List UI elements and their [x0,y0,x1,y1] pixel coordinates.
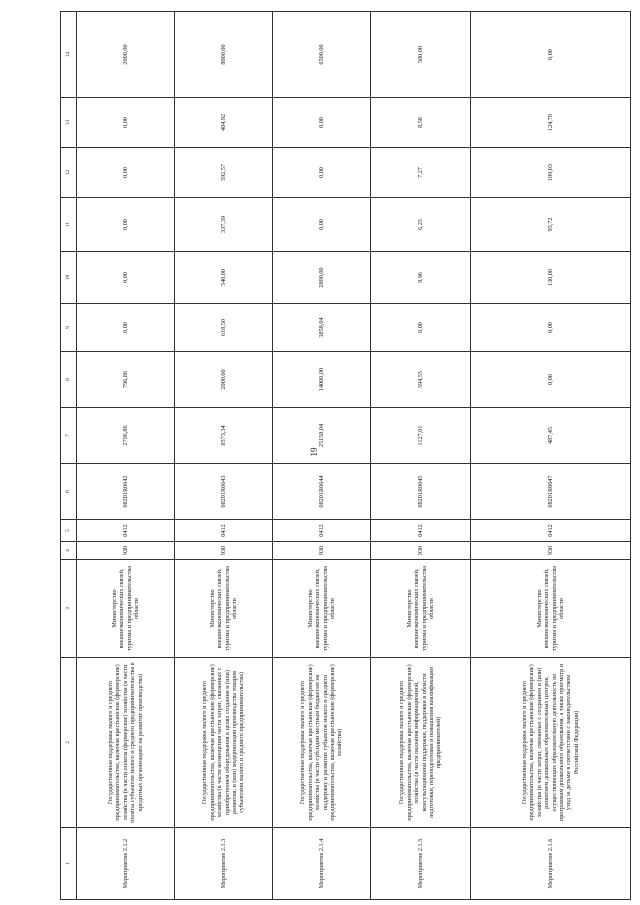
table-row [273,12,371,900]
cell: 1127,01 [371,408,471,464]
cell: 08201R0644 [273,464,371,520]
cell: 540,00 [175,252,273,304]
cell: 337,39 [175,198,273,252]
event-description: Государственная поддержка малого и среднего предпринимательства, включая крестьянские (фермерские) хозяйства (в части субсидии местным бюджетам на поддержку и развитие субъектов малого и среднего предпринимательства, включая крестьянские (фермерские) хозяйства) [273,658,371,828]
event-name: Мероприятие 2.1.5 [371,828,471,900]
col-header: 13 [61,98,77,148]
cell: 8573,34 [175,408,273,464]
cell: 2000,00 [77,12,175,98]
budget-table [60,11,631,900]
cell: 592,57 [175,148,273,198]
event-description: Государственная поддержка малого и среднего предпринимательства, включая крестьянские (фермерские) хозяйства (в части оплаты (фермерские) хозяйства (в части оплаты субъектам малого и среднего предпринимательства в кредитных организациях на развитие производства) [77,658,175,828]
col-header: 12 [61,148,77,198]
cell: 7,27 [371,148,471,198]
cell: 0412 [371,520,471,542]
cell: 2800,00 [273,252,371,304]
cell: 796,86 [77,352,175,408]
executor: Министерство внешнеэкономических связей, туризма и предпринимательства области [371,560,471,658]
cell: 0,00 [471,304,631,352]
event-description: Государственная поддержка малого и среднего предпринимательства, включая крестьянские (фермерские) хозяйства (в части оказания информационной, консультационной поддержки, поддержки в области подготовки, переподготовки и повышения квалификации предпринимателей) [371,658,471,828]
cell: 9,96 [371,252,471,304]
col-header: 5 [61,520,77,542]
cell: 0412 [273,520,371,542]
table-row [371,12,471,900]
col-header: 11 [61,198,77,252]
table-row [77,12,175,900]
table-row [471,12,631,900]
event-description: Государственная поддержка малого и среднего предпринимательства, включая крестьянские (фермерские) хозяйства (в части возмещения части затрат, связанных с приобретением оборудования в целях создания и (или) развития, и (или) модернизации производства товаров субъектами малого и среднего предпринимательства) [175,658,273,828]
cell: 109,03 [471,148,631,198]
cell: 124,70 [471,98,631,148]
col-header: 10 [61,252,77,304]
cell: 6,25 [371,198,471,252]
executor: Министерство внешнеэкономических связей, туризма и предпринимательства области [471,560,631,658]
cell: 930 [175,542,273,560]
cell: 0,00 [77,148,175,198]
executor: Министерство внешнеэкономических связей, туризма и предпринимательства области [77,560,175,658]
cell: 930 [371,542,471,560]
cell: 8000,00 [175,12,273,98]
cell: 25158,04 [273,408,371,464]
cell: 0,00 [471,12,631,98]
col-header: 1 [61,828,77,900]
page-number: 19 [309,447,319,457]
cell: 0,00 [273,98,371,148]
cell: 0,00 [273,198,371,252]
cell: 0412 [471,520,631,542]
event-description: Государственная поддержка малого и среднего предпринимательства, включая крестьянские (фермерские) хозяйства (в части затрат, связанных с созданием и (или) развитием дошкольных образовательных центров, осуществляющих образовательную деятельность по программам дошкольного образования, а также присмотр и уход за детьми в соответствии с законодательством Российской Федерации) [471,658,631,828]
executor: Министерство внешнеэкономических связей, туризма и предпринимательства области [273,560,371,658]
cell: 930 [471,542,631,560]
executor: Министерство внешнеэкономических связей, туризма и предпринимательства области [175,560,273,658]
table-row [175,12,273,900]
cell: 93,72 [471,198,631,252]
cell: 930 [273,542,371,560]
cell: 0,00 [471,352,631,408]
col-header: 3 [61,560,77,658]
cell: 0,00 [371,304,471,352]
col-header: 7 [61,408,77,464]
cell: 0,00 [77,198,175,252]
cell: 8,58 [371,98,471,148]
cell: 0,00 [77,304,175,352]
cell: 3858,04 [273,304,371,352]
cell: 930 [77,542,175,560]
cell: 08201R0647 [471,464,631,520]
col-header: 14 [61,12,77,98]
col-header: 9 [61,304,77,352]
cell: 0,00 [77,252,175,304]
cell: 08201R0645 [371,464,471,520]
cell: 14000,00 [273,352,371,408]
event-name: Мероприятие 2.1.3 [175,828,273,900]
col-header: 4 [61,542,77,560]
event-name: Мероприятие 2.1.6 [471,828,631,900]
cell: 130,00 [471,252,631,304]
col-header: 8 [61,352,77,408]
rotated-table-container [60,12,630,900]
cell: 08201R0642 [77,464,175,520]
col-header: 6 [61,464,77,520]
cell: 6500,00 [273,12,371,98]
cell: 594,55 [371,352,471,408]
cell: 08201R0643 [175,464,273,520]
cell: 618,50 [175,304,273,352]
cell: 0412 [175,520,273,542]
cell: 2000,00 [175,352,273,408]
cell: 487,45 [471,408,631,464]
cell: 0412 [77,520,175,542]
cell: 2796,86 [77,408,175,464]
cell: 500,00 [371,12,471,98]
col-header: 2 [61,658,77,828]
column-number-row [61,12,77,900]
cell: 0,00 [273,148,371,198]
cell: 0,00 [77,98,175,148]
event-name: Мероприятие 2.1.2 [77,828,175,900]
cell: 484,92 [175,98,273,148]
event-name: Мероприятие 2.1.4 [273,828,371,900]
